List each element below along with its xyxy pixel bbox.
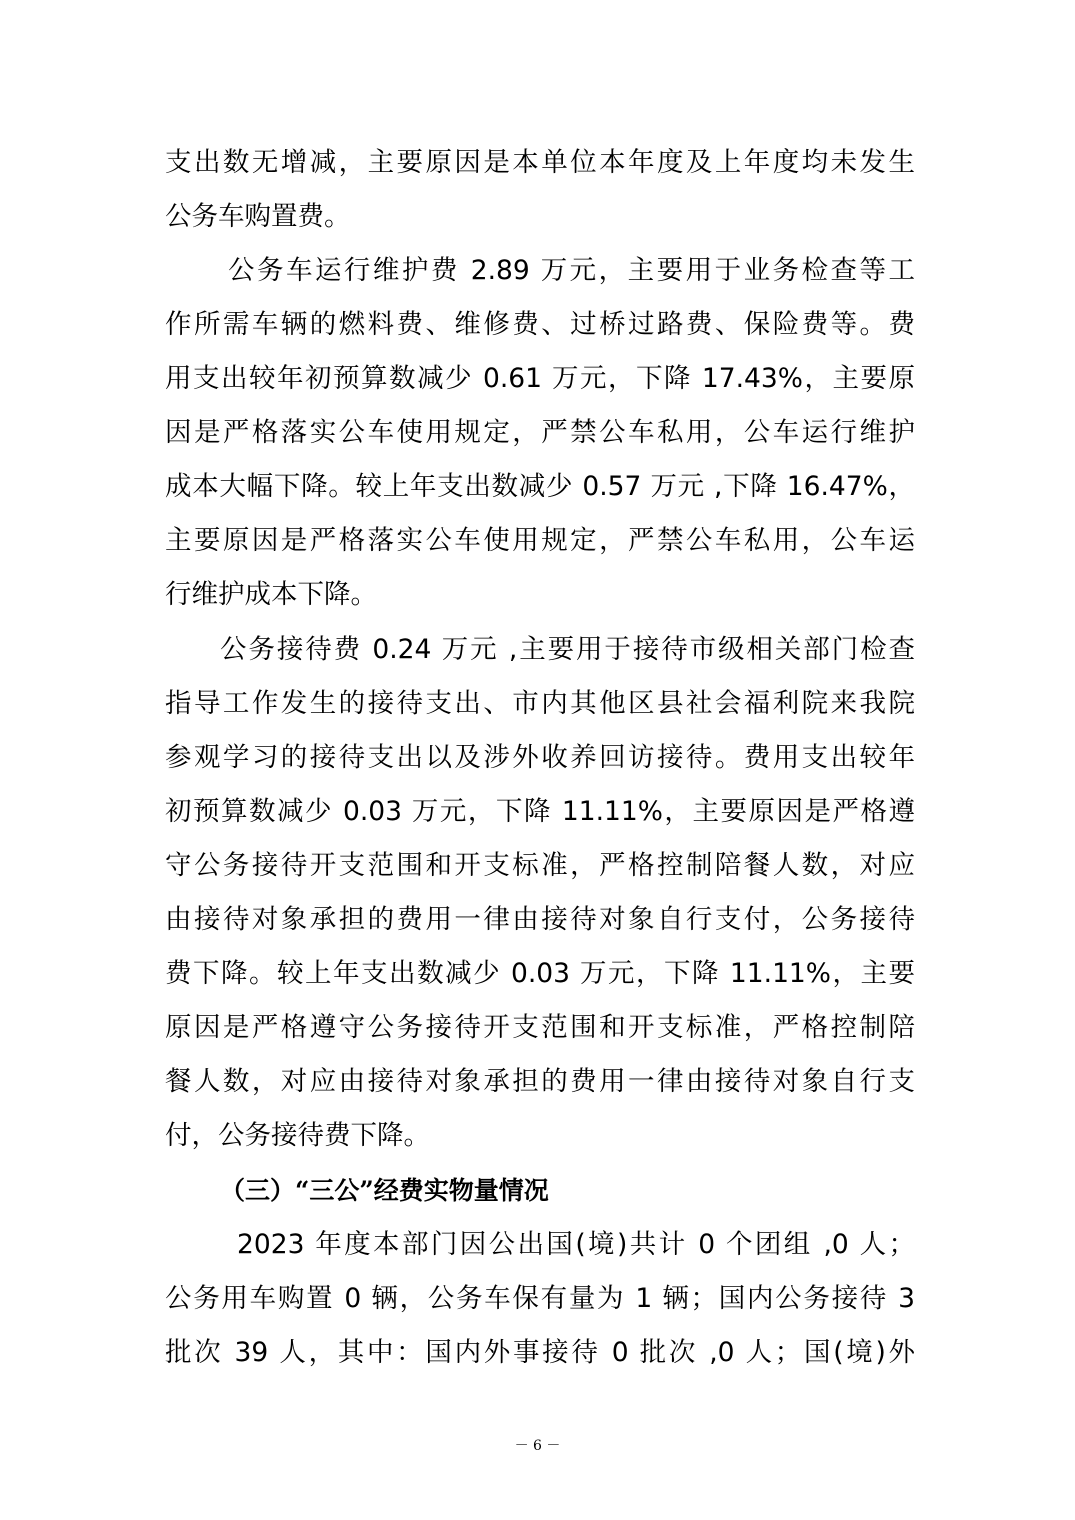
text-line: 初预算数减少 0.03 万元，下降 11.11%，主要原因是严格遵 bbox=[165, 796, 915, 827]
page-number: － 6 － bbox=[514, 1438, 561, 1454]
text-line: 公务车运行维护费 2.89 万元，主要用于业务检查等工 bbox=[228, 255, 915, 286]
text-line: 2023 年度本部门因公出国(境)共计 0 个团组 ,0 人； bbox=[237, 1229, 915, 1260]
text-line: 行维护成本下降。 bbox=[165, 579, 377, 610]
text-line: 公务接待费 0.24 万元 ,主要用于接待市级相关部门检查 bbox=[220, 634, 915, 665]
text-line: 用支出较年初预算数减少 0.61 万元，下降 17.43%，主要原 bbox=[165, 363, 915, 394]
text-line: 公务用车购置 0 辆，公务车保有量为 1 辆；国内公务接待 3 bbox=[165, 1283, 915, 1314]
text-line: 指导工作发生的接待支出、市内其他区县社会福利院来我院 bbox=[165, 688, 915, 719]
text-line: 作所需车辆的燃料费、维修费、过桥过路费、保险费等。费 bbox=[165, 309, 915, 340]
text-line: 餐人数，对应由接待对象承担的费用一律由接待对象自行支 bbox=[165, 1066, 915, 1097]
text-line: 参观学习的接待支出以及涉外收养回访接待。费用支出较年 bbox=[165, 742, 915, 773]
text-line: 主要原因是严格落实公车使用规定，严禁公车私用，公车运 bbox=[165, 525, 915, 556]
text-line: 守公务接待开支范围和开支标准，严格控制陪餐人数，对应 bbox=[165, 850, 915, 881]
text-line: 支出数无增减，主要原因是本单位本年度及上年度均未发生 bbox=[165, 147, 915, 178]
text-line: 成本大幅下降。较上年支出数减少 0.57 万元 ,下降 16.47%， bbox=[165, 471, 915, 502]
text-line: 费下降。较上年支出数减少 0.03 万元，下降 11.11%，主要 bbox=[165, 958, 915, 989]
section-heading: （三）“三公”经费实物量情况 bbox=[220, 1176, 549, 1205]
text-line: 原因是严格遵守公务接待开支范围和开支标准，严格控制陪 bbox=[165, 1012, 915, 1043]
text-line: 批次 39 人，其中：国内外事接待 0 批次 ,0 人；国(境)外 bbox=[165, 1337, 915, 1368]
text-line: 公务车购置费。 bbox=[165, 201, 351, 232]
text-line: 由接待对象承担的费用一律由接待对象自行支付，公务接待 bbox=[165, 904, 915, 935]
text-line: 付，公务接待费下降。 bbox=[165, 1120, 430, 1151]
text-line: 因是严格落实公车使用规定，严禁公车私用，公车运行维护 bbox=[165, 417, 915, 448]
